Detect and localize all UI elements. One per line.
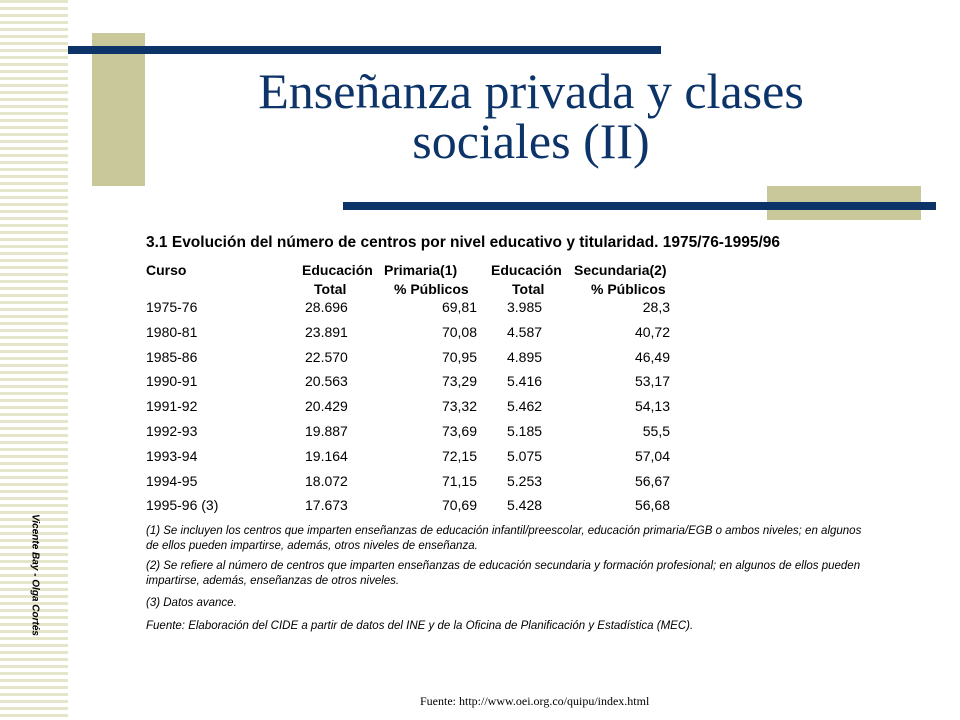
header-publicos-2: % Públicos xyxy=(591,281,666,297)
cell-educacion-secundaria-total: 5.185 xyxy=(507,423,543,439)
table-row xyxy=(143,473,878,493)
cell-curso: 1985-86 xyxy=(146,348,198,365)
footnote-2: (2) Se refiere al número de centros que imparten enseñanzas de educación secundaria y formación profesional; en algunos de ellos pueden impartirse, además, enseñanzas de otros niveles. xyxy=(146,560,861,587)
cell-primaria-publicos: 73,29 xyxy=(441,373,477,390)
cell-curso: 1975-76 xyxy=(146,299,198,315)
cell-primaria-publicos: 69,81 xyxy=(441,299,477,315)
table-row xyxy=(143,373,878,393)
cell-educacion-secundaria-total: 5.428 xyxy=(507,497,543,514)
cell-curso: 1980-81 xyxy=(146,323,198,340)
table-row xyxy=(143,299,878,319)
cell-primaria-publicos: 73,69 xyxy=(441,423,477,439)
statistics-table-image xyxy=(143,228,878,638)
cell-educacion-secundaria-total: 5.075 xyxy=(507,447,543,464)
cell-secundaria-publicos: 56,68 xyxy=(634,497,670,514)
header-educacion-2: Educación xyxy=(491,262,562,278)
header-total-1: Total xyxy=(314,281,347,297)
table-row xyxy=(143,398,878,418)
table-title: 3.1 Evolución del número de centros por nivel educativo y titularidad. 1975/76-1995/96 xyxy=(146,234,781,251)
header-curso: Curso xyxy=(146,262,187,278)
header-publicos-1: % Públicos xyxy=(394,281,469,297)
cell-educacion-secundaria-total: 4.587 xyxy=(507,323,543,340)
cell-curso: 1992-93 xyxy=(146,423,198,439)
cell-primaria-publicos: 70,08 xyxy=(441,323,477,340)
cell-educacion-secundaria-total: 4.895 xyxy=(507,348,543,365)
cell-curso: 1991-92 xyxy=(146,398,198,415)
table-row xyxy=(143,423,878,443)
cell-primaria-publicos: 70,95 xyxy=(441,348,477,365)
cell-primaria-publicos: 73,32 xyxy=(441,398,477,415)
table-row xyxy=(143,497,878,517)
cell-secundaria-publicos: 55,5 xyxy=(642,423,670,439)
cell-secundaria-publicos: 46,49 xyxy=(634,348,670,365)
header-secundaria: Secundaria(2) xyxy=(574,262,667,278)
cell-educacion-primaria-total: 19.164 xyxy=(305,447,348,464)
table-row xyxy=(143,448,878,468)
header-primaria: Primaria(1) xyxy=(384,262,458,278)
slide-title-line2: sociales (II) xyxy=(412,113,650,169)
cell-primaria-publicos: 70,69 xyxy=(441,497,477,514)
cell-secundaria-publicos: 57,04 xyxy=(634,447,670,464)
header-educacion-1: Educación xyxy=(302,262,373,278)
cell-primaria-publicos: 71,15 xyxy=(441,472,477,489)
cell-secundaria-publicos: 53,17 xyxy=(634,373,670,390)
title-rule-bottom xyxy=(343,202,936,210)
header-total-2: Total xyxy=(512,281,545,297)
cell-educacion-primaria-total: 20.563 xyxy=(305,373,348,390)
cell-educacion-primaria-total: 17.673 xyxy=(305,497,348,514)
cell-curso: 1990-91 xyxy=(146,373,198,390)
table-row xyxy=(143,324,878,344)
cell-educacion-primaria-total: 23.891 xyxy=(305,323,348,340)
olive-accent-block-left xyxy=(92,33,145,186)
slide-title-line1: Enseñanza privada y clases xyxy=(258,63,804,119)
cell-secundaria-publicos: 56,67 xyxy=(634,472,670,489)
footnote-1: (1) Se incluyen los centros que imparten enseñanzas de educación infantil/preescolar, educación primaria/EGB o ambos niveles; en algunos de ellos pueden impartirse, además, otros niveles de enseñanza. xyxy=(146,525,862,552)
source-caption: Fuente: http://www.oei.org.co/quipu/index.html xyxy=(420,694,650,708)
cell-secundaria-publicos: 54,13 xyxy=(634,398,670,415)
title-rule-top xyxy=(68,46,661,54)
cell-educacion-primaria-total: 22.570 xyxy=(305,348,348,365)
cell-primaria-publicos: 72,15 xyxy=(441,447,477,464)
table-row xyxy=(143,349,878,369)
slide-title xyxy=(150,63,912,169)
footnote-source: Fuente: Elaboración del CIDE a partir de datos del INE y de la Oficina de Planificación y Estadística (MEC). xyxy=(146,620,694,632)
footnote-3: (3) Datos avance. xyxy=(146,597,237,609)
cell-secundaria-publicos: 28,3 xyxy=(642,299,670,315)
cell-curso: 1994-95 xyxy=(146,472,198,489)
cell-educacion-secundaria-total: 5.416 xyxy=(507,373,543,390)
author-side-label: Vicente Bay - Olga Cortés xyxy=(29,514,41,636)
cell-curso: 1995-96 (3) xyxy=(146,497,219,514)
cell-curso: 1993-94 xyxy=(146,447,198,464)
cell-educacion-secundaria-total: 5.253 xyxy=(507,472,543,489)
cell-educacion-primaria-total: 28.696 xyxy=(305,299,348,315)
cell-educacion-secundaria-total: 3.985 xyxy=(507,299,543,315)
cell-educacion-primaria-total: 18.072 xyxy=(305,472,348,489)
cell-educacion-secundaria-total: 5.462 xyxy=(507,398,543,415)
cell-educacion-primaria-total: 19.887 xyxy=(305,423,348,439)
cell-educacion-primaria-total: 20.429 xyxy=(305,398,348,415)
cell-secundaria-publicos: 40,72 xyxy=(634,323,670,340)
